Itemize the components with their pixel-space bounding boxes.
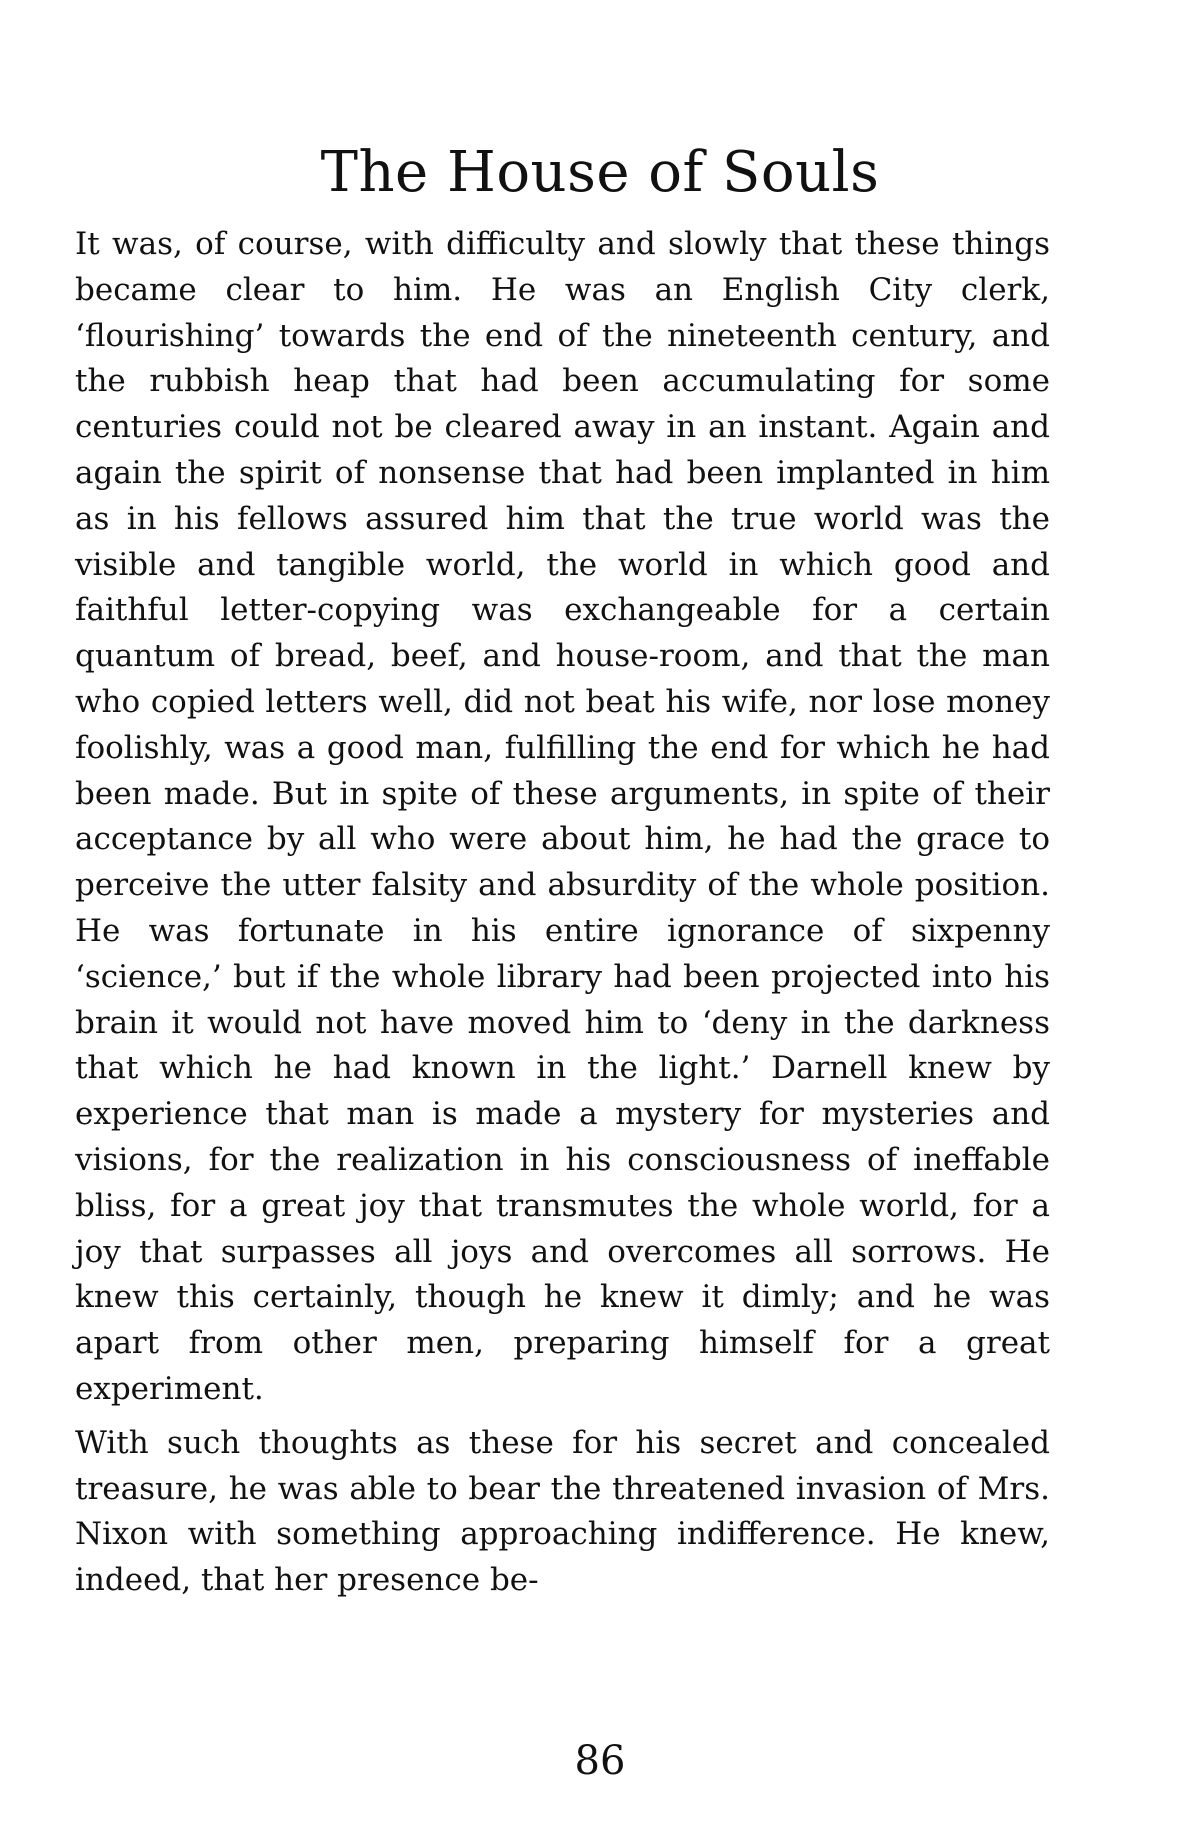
running-head: The House of Souls [320,140,880,205]
paragraph-2: With such thoughts as these for his secret and concealed treasure, he was able to bear the threatened invasion of Mrs. Nixon with something approaching indifference. He knew, indeed, that her presence be- [75,1424,1050,1599]
paragraph-1: It was, of course, with difficulty and slowly that these things became clear to him. He was an English City clerk, ‘flourishing’ towards the end of the nineteenth century, and the rubbish heap that had been accumulating for some centuries could not be cleared away in an instant. Again and again the spirit of nonsense that had been implanted in him as in his fellows assured him that the true world was the visible and tangible world, the world in which good and faithful letter-copying was exchangeable for a certain quantum of bread, beef, and house-room, and that the man who copied letters well, did not beat his wife, nor lose money foolishly, was a good man, fulfilling the end for which he had been made. But in spite of these arguments, in spite of their acceptance by all who were about him, he had the grace to perceive the utter falsity and absurdity of the whole position. He was fortunate in his entire ignorance of sixpenny ‘science,’ but if the whole library had been projected into his brain it would not have moved him to ‘deny in the darkness that which he had known in the light.’ Darnell knew by experience that man is made a mystery for mysteries and visions, for the realization in his consciousness of ineffable bliss, for a great joy that transmutes the whole world, for a joy that surpasses all joys and overcomes all sorrows. He knew this certainly, though he knew it dimly; and he was apart from other men, preparing himself for a great experiment. [75,226,1050,1407]
body-text [75,222,1050,1604]
page-number: 86 [574,1738,626,1784]
